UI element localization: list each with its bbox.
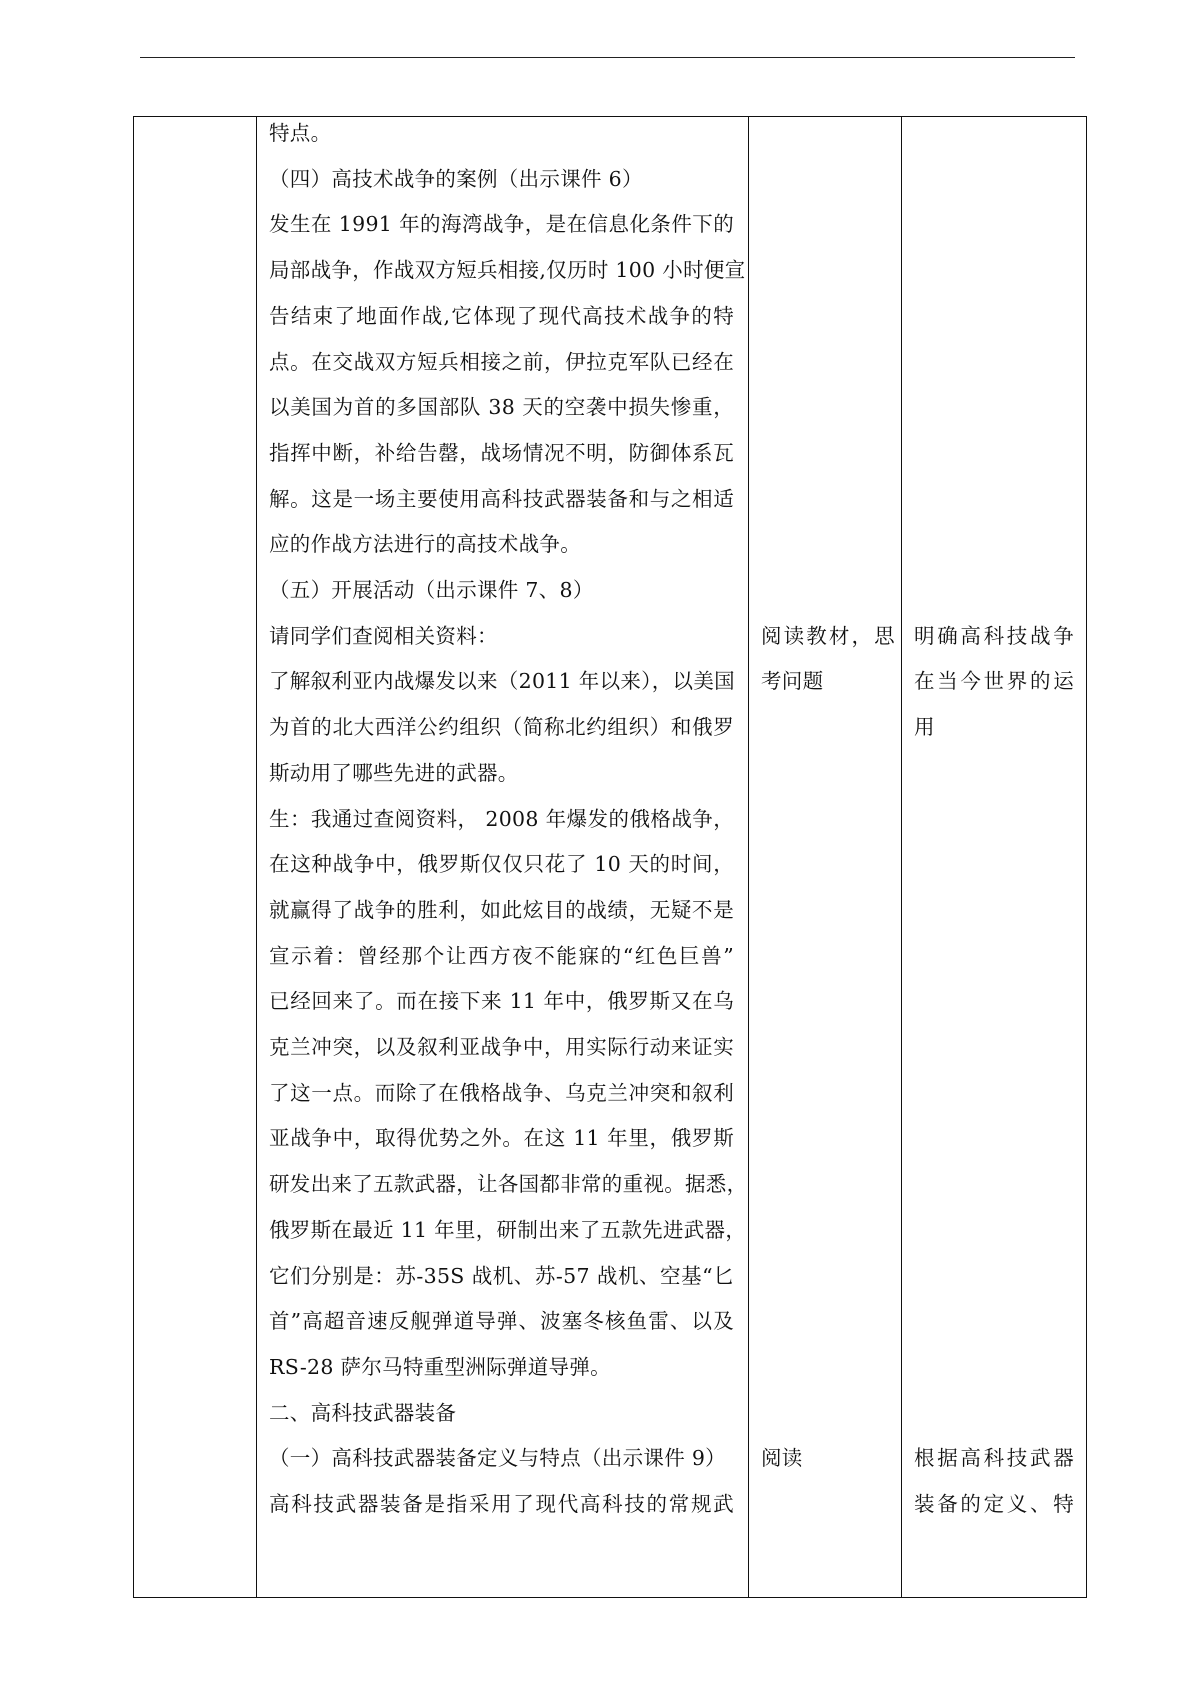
text-line: 用 — [914, 715, 935, 739]
text-line: 为首的北大西洋公约组织（简称北约组织）和俄罗 — [269, 715, 734, 739]
text-line: 了这一点。而除了在俄格战争、乌克兰冲突和叙利 — [269, 1081, 734, 1105]
text-line: 二、高科技武器装备 — [269, 1401, 457, 1425]
text-line: （一）高科技武器装备定义与特点（出示课件 9） — [269, 1446, 726, 1470]
text-line: 阅读 — [761, 1446, 803, 1470]
text-line: 它们分别是：苏-35S 战机、苏-57 战机、空基“匕 — [269, 1264, 734, 1288]
text-line: 阅读教材，思 — [761, 624, 895, 648]
text-line: 考问题 — [761, 669, 824, 693]
text-line: 首”高超音速反舰弹道导弹、波塞冬核鱼雷、以及 — [269, 1309, 734, 1333]
stage-cell — [134, 117, 257, 1598]
design-intent-cell — [902, 117, 1087, 1598]
text-line: 在当今世界的运 — [914, 669, 1074, 693]
text-line: 指挥中断，补给告罄，战场情况不明，防御体系瓦 — [269, 441, 734, 465]
teaching-content-cell — [257, 117, 749, 1598]
text-line: 高科技武器装备是指采用了现代高科技的常规武 — [269, 1492, 734, 1516]
text-line: 斯动用了哪些先进的武器。 — [269, 761, 519, 785]
text-line: 根据高科技武器 — [914, 1446, 1074, 1470]
text-line: 点。在交战双方短兵相接之前，伊拉克军队已经在 — [269, 350, 734, 374]
text-line: 在这种战争中，俄罗斯仅仅只花了 10 天的时间， — [269, 852, 734, 876]
text-line: 以美国为首的多国部队 38 天的空袭中损失惨重， — [269, 395, 734, 419]
table-row — [134, 117, 1087, 1598]
text-line: 研发出来了五款武器，让各国都非常的重视。据悉， — [269, 1172, 748, 1196]
header-rule — [140, 57, 1075, 58]
lesson-plan-table — [133, 116, 1087, 1598]
text-line: 就赢得了战争的胜利，如此炫目的战绩，无疑不是 — [269, 898, 734, 922]
text-line: 已经回来了。而在接下来 11 年中，俄罗斯又在乌 — [269, 989, 734, 1013]
text-line: 解。这是一场主要使用高科技武器装备和与之相适 — [269, 487, 734, 511]
text-line: RS-28 萨尔马特重型洲际弹道导弹。 — [269, 1355, 611, 1379]
text-line: 亚战争中，取得优势之外。在这 11 年里，俄罗斯 — [269, 1126, 734, 1150]
text-line: 装备的定义、特 — [914, 1492, 1074, 1516]
text-line: 局部战争，作战双方短兵相接,仅历时 100 小时便宣 — [269, 258, 746, 282]
text-line: 明确高科技战争 — [914, 624, 1074, 648]
text-line: 特点。 — [269, 121, 332, 145]
text-line: 宣示着：曾经那个让西方夜不能寐的“红色巨兽” — [269, 944, 734, 968]
student-activity-cell — [749, 117, 902, 1598]
text-line: 发生在 1991 年的海湾战争，是在信息化条件下的 — [269, 212, 734, 236]
text-line: （五）开展活动（出示课件 7、8） — [269, 578, 594, 602]
text-line: 请同学们查阅相关资料： — [269, 624, 498, 648]
text-line: 生：我通过查阅资料， 2008 年爆发的俄格战争， — [269, 807, 734, 831]
text-line: 克兰冲突，以及叙利亚战争中，用实际行动来证实 — [269, 1035, 734, 1059]
text-line: 告结束了地面作战,它体现了现代高技术战争的特 — [269, 304, 734, 328]
text-line: 俄罗斯在最近 11 年里，研制出来了五款先进武器， — [269, 1218, 747, 1242]
text-line: 了解叙利亚内战爆发以来（2011 年以来），以美国 — [269, 669, 735, 693]
text-line: （四）高技术战争的案例（出示课件 6） — [269, 167, 643, 191]
text-line: 应的作战方法进行的高技术战争。 — [269, 532, 581, 556]
